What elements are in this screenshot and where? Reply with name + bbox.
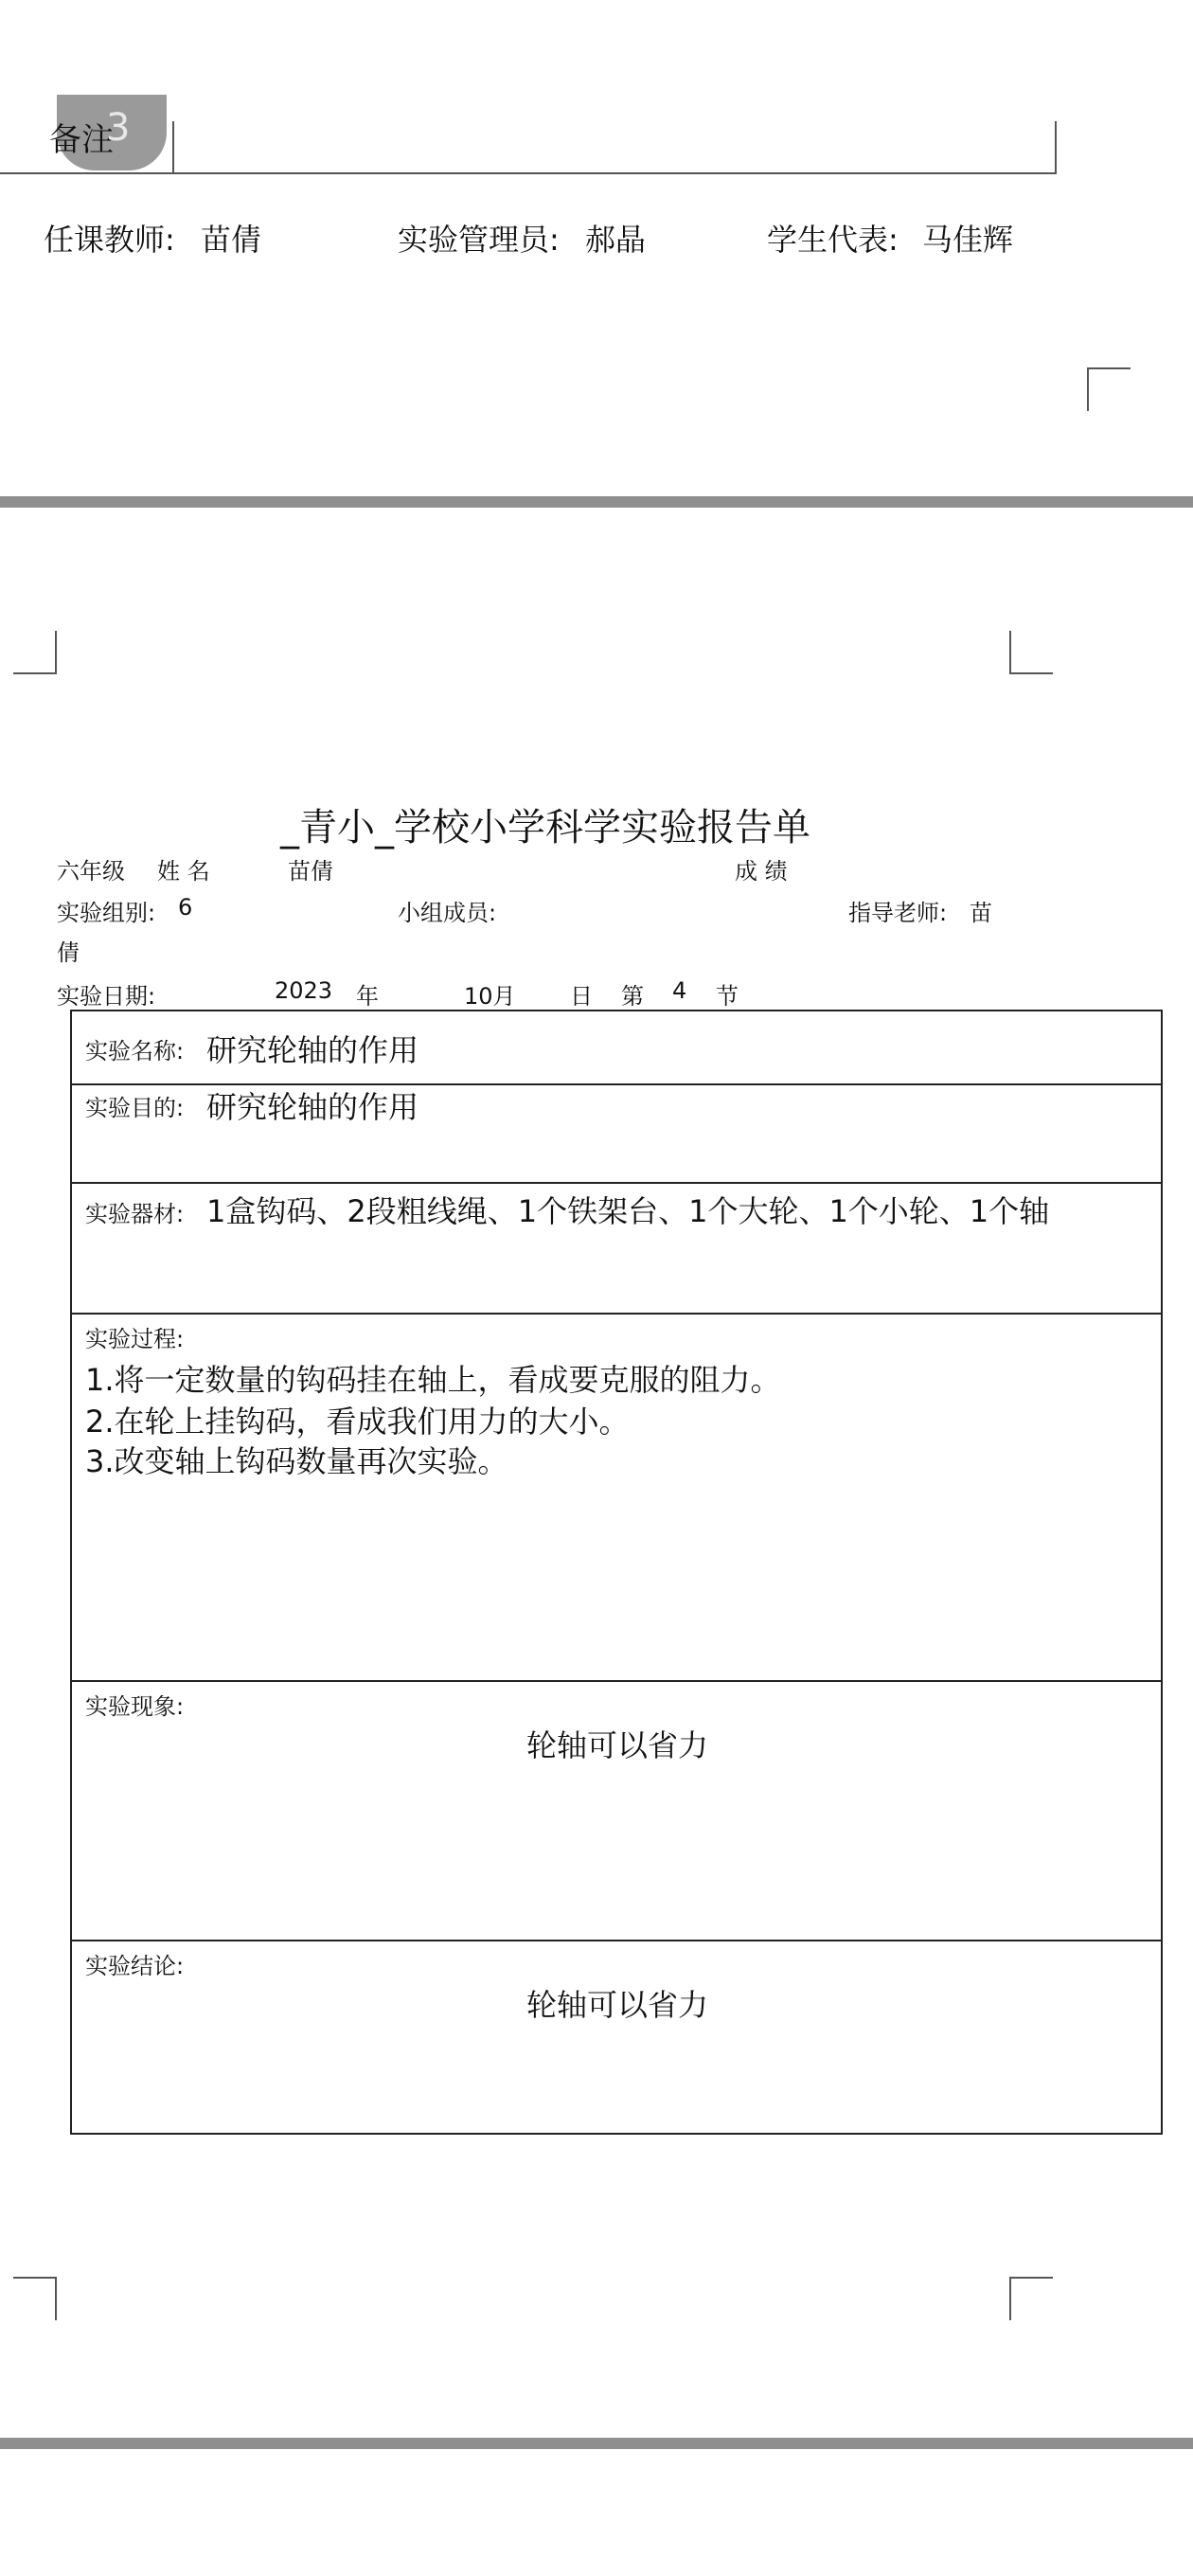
process-step: 3.改变轴上钩码数量再次实验。: [85, 1443, 508, 1479]
student-rep-name: 马佳辉: [922, 222, 1014, 258]
advisor-name-part1: 苗: [970, 900, 992, 926]
experiment-conclusion-row: [70, 1940, 1163, 2135]
page-number: 3: [106, 106, 131, 150]
date-year-unit: 年: [356, 983, 379, 1010]
experiment-purpose-label: 实验目的:: [85, 1095, 185, 1121]
crop-mark: [13, 631, 57, 674]
teacher-label: 任课教师:: [44, 222, 175, 258]
crop-mark: [1009, 2277, 1053, 2320]
report-title: _青小_学校小学科学实验报告单: [280, 806, 810, 850]
remarks-partial-label: 备注: [49, 121, 114, 159]
experiment-purpose-row: [70, 1083, 1163, 1184]
grade-label: 六年级: [57, 858, 125, 885]
period-prefix: 第: [621, 983, 644, 1010]
members-label: 小组成员:: [398, 900, 497, 926]
student-name-label: 姓 名: [157, 858, 210, 885]
score-label: 成 绩: [735, 858, 788, 885]
date-day-unit: 日: [570, 983, 593, 1010]
process-step: 2.在轮上挂钩码，看成我们用力的大小。: [85, 1404, 630, 1440]
date-label: 实验日期:: [57, 983, 156, 1010]
experiment-phenomenon-row: [70, 1680, 1163, 1941]
experiment-purpose-value: 研究轮轴的作用: [206, 1089, 419, 1125]
page-separator: [0, 496, 1193, 508]
experiment-process-label: 实验过程:: [85, 1326, 185, 1352]
crop-mark: [13, 2277, 57, 2320]
experiment-conclusion-label: 实验结论:: [85, 1953, 185, 1979]
teacher-name: 苗倩: [201, 222, 262, 258]
prev-page-table-edge-left: [0, 172, 174, 174]
crop-mark: [1087, 367, 1131, 411]
page-separator: [0, 2438, 1193, 2449]
prev-page-table-edge: [172, 121, 1057, 174]
advisor-name-part2: 倩: [57, 939, 80, 966]
experiment-conclusion-value: 轮轴可以省力: [526, 1987, 709, 2023]
period-number: 4: [672, 977, 687, 1004]
experiment-equipment-value: 1盒钩码、2段粗线绳、1个铁架台、1个大轮、1个小轮、1个轴: [206, 1193, 1050, 1229]
experiment-name-row: [70, 1010, 1163, 1085]
experiment-phenomenon-value: 轮轴可以省力: [526, 1727, 709, 1763]
period-unit: 节: [716, 983, 739, 1010]
date-month: 10月: [464, 983, 516, 1010]
admin-label: 实验管理员:: [398, 222, 560, 258]
date-year: 2023: [275, 977, 333, 1004]
crop-mark: [1009, 631, 1053, 674]
process-step: 1.将一定数量的钩码挂在轴上，看成要克服的阻力。: [85, 1362, 781, 1398]
advisor-label: 指导老师:: [848, 900, 948, 926]
student-rep-label: 学生代表:: [767, 222, 899, 258]
admin-name: 郝晶: [585, 222, 647, 258]
group-number: 6: [178, 894, 193, 921]
experiment-name-value: 研究轮轴的作用: [206, 1032, 419, 1068]
experiment-phenomenon-label: 实验现象:: [85, 1693, 185, 1720]
experiment-name-label: 实验名称:: [85, 1038, 185, 1064]
experiment-process-row: [70, 1313, 1163, 1682]
student-name: 苗倩: [288, 858, 333, 885]
group-label: 实验组别:: [57, 900, 156, 926]
experiment-equipment-label: 实验器材:: [85, 1201, 185, 1227]
experiment-equipment-row: [70, 1182, 1163, 1315]
